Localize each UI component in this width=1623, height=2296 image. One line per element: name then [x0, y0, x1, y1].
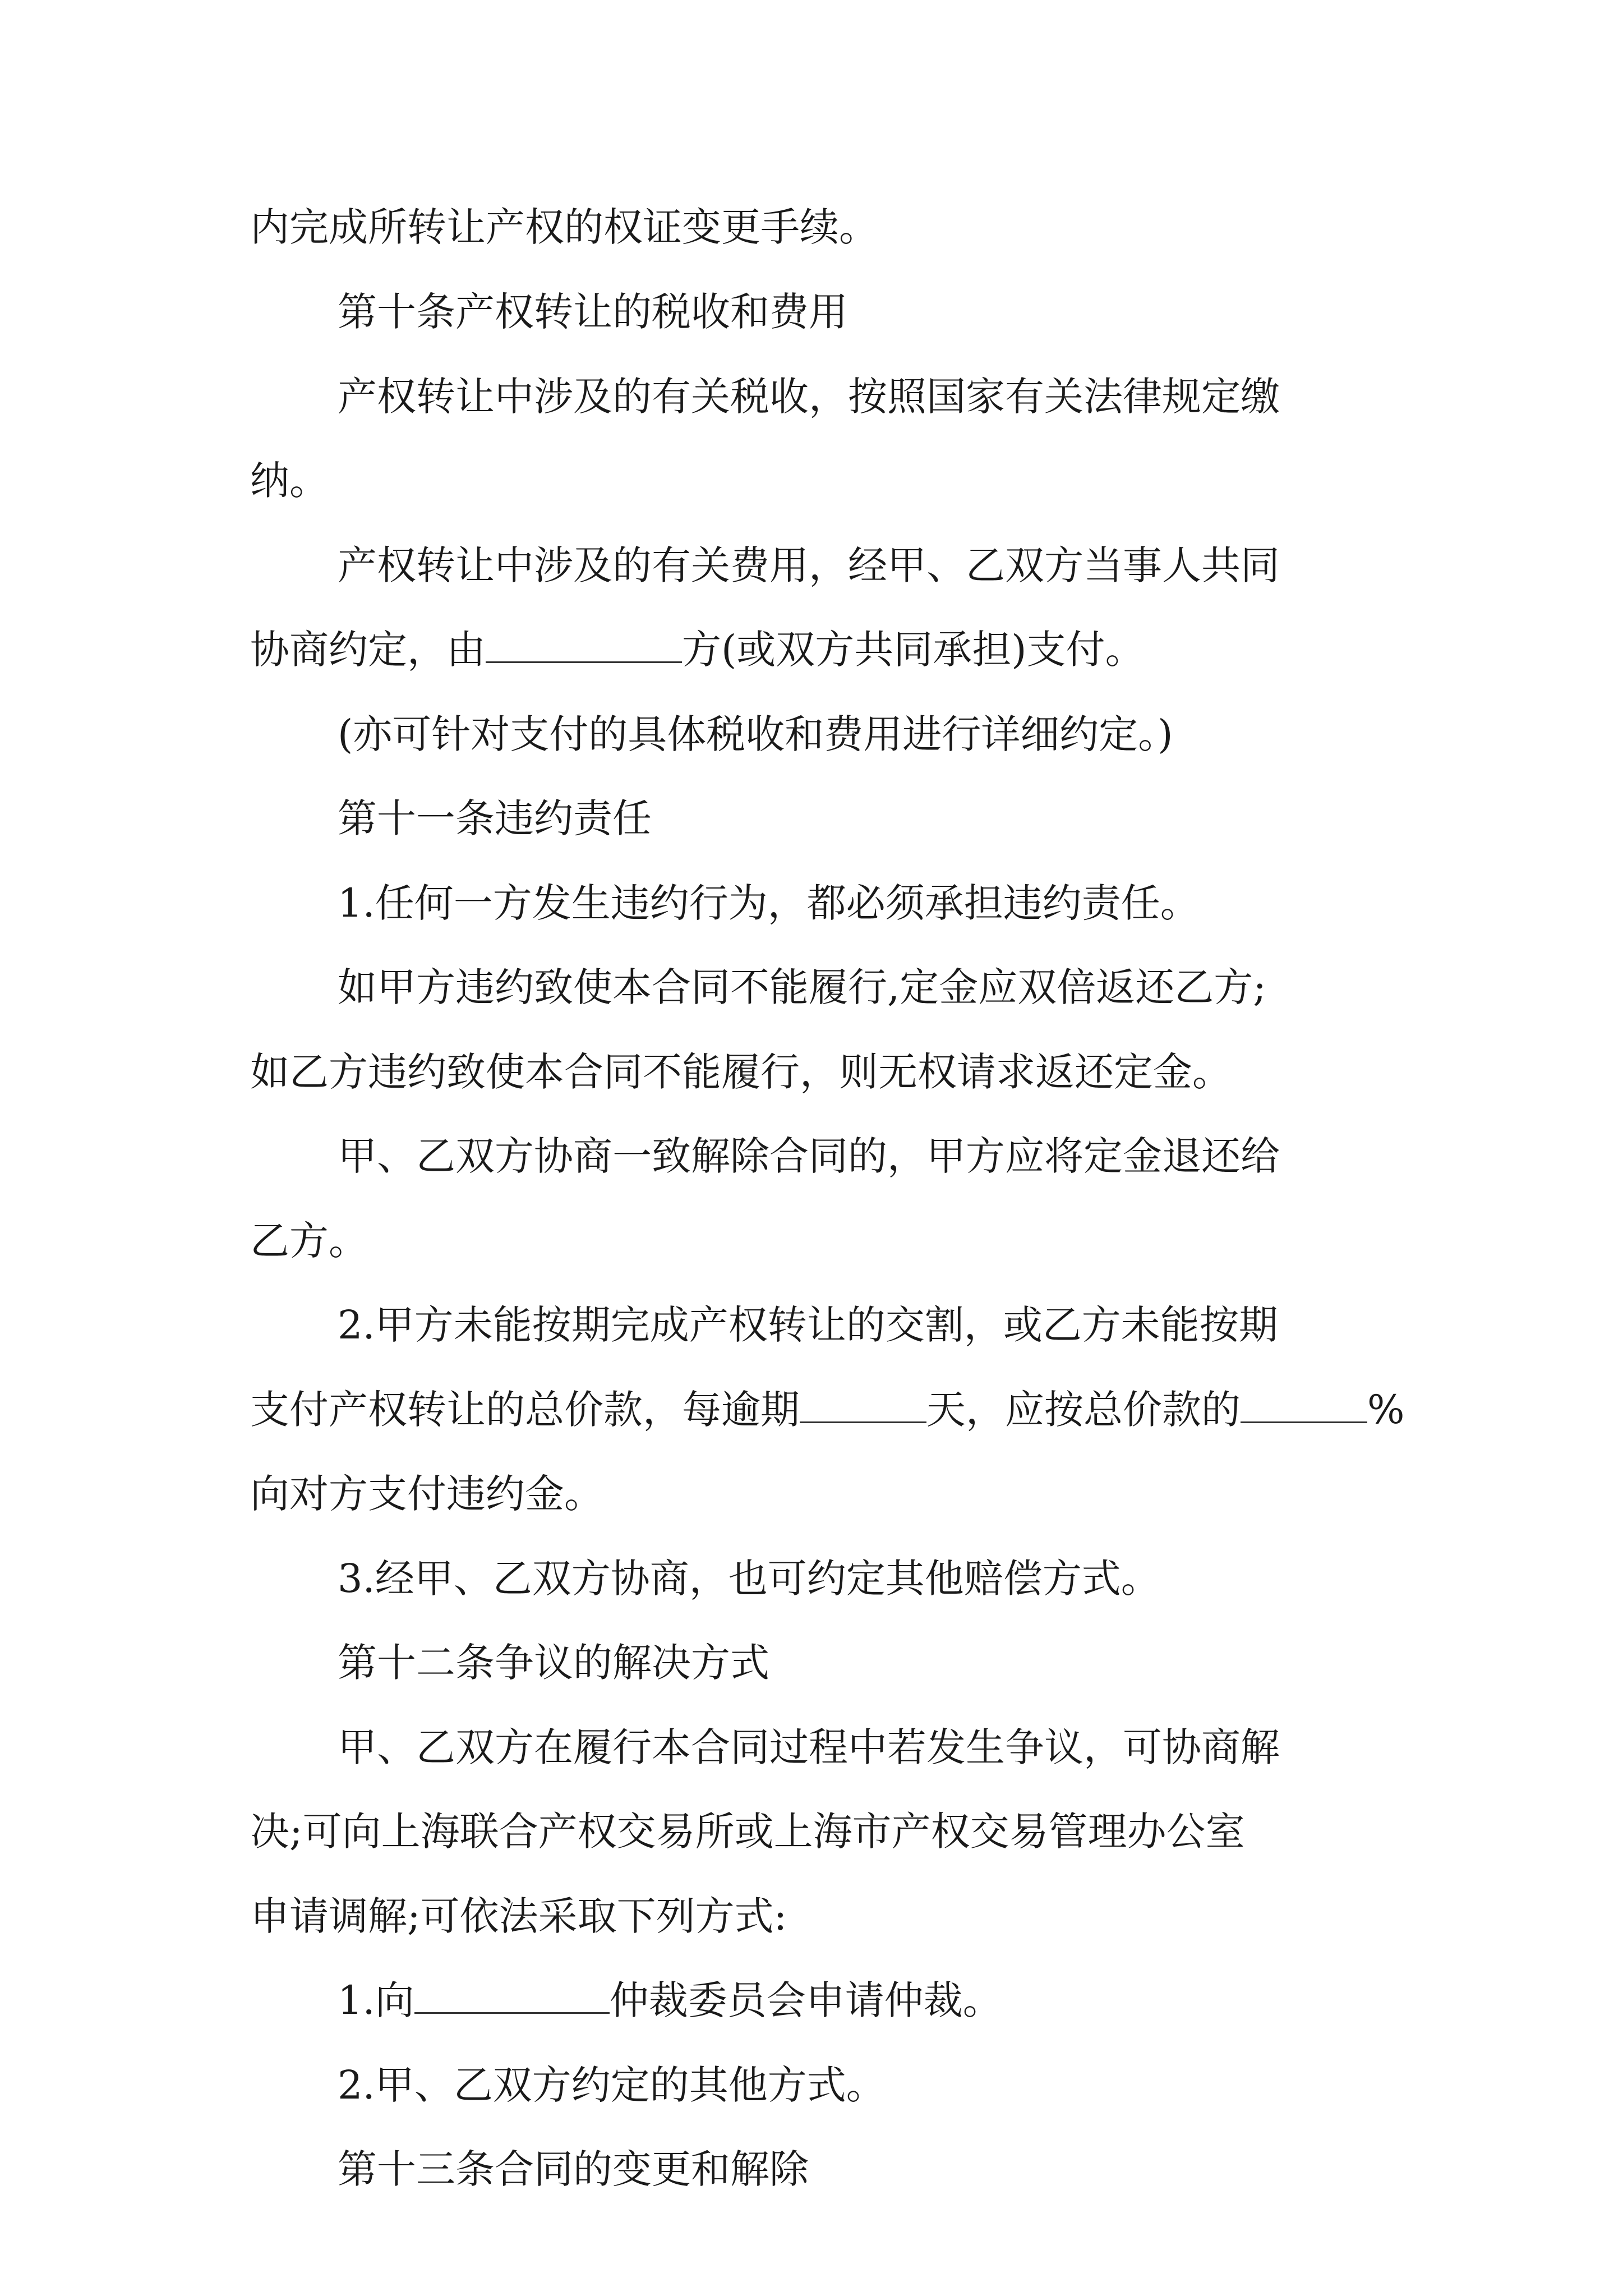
text-line: 向对方支付违约金。	[250, 1471, 603, 1517]
section-heading-article-10: 第十条产权转让的税收和费用	[338, 289, 848, 335]
section-heading-article-11: 第十一条违约责任	[338, 795, 652, 841]
text-line: 决;可向上海联合产权交易所或上海市产权交易管理办公室	[250, 1809, 1245, 1855]
fill-in-blank-party	[486, 629, 682, 663]
text-line: 产权转让中涉及的有关税收，按照国家有关法律规定缴	[338, 374, 1280, 420]
text-line: 内完成所转让产权的权证变更手续。	[250, 204, 878, 250]
text-fragment: 1.向	[338, 1977, 414, 2023]
text-fragment: 支付产权转让的总价款，每逾期	[250, 1387, 800, 1433]
text-fragment: 方(或双方共同承担)支付。	[682, 627, 1145, 673]
text-line: 2.甲、乙双方约定的其他方式。	[338, 2062, 886, 2108]
text-fragment: 仲裁委员会申请仲裁。	[609, 1977, 1002, 2023]
text-line: 如乙方违约致使本合同不能履行，则无权请求返还定金。	[250, 1049, 1232, 1095]
section-heading-article-13: 第十三条合同的变更和解除	[338, 2146, 809, 2192]
text-line-with-blank	[250, 622, 1145, 678]
text-line: 乙方。	[250, 1218, 368, 1264]
text-line: 甲、乙双方协商一致解除合同的，甲方应将定金退还给	[338, 1133, 1280, 1179]
text-line: (亦可针对支付的具体税收和费用进行详细约定。)	[338, 711, 1173, 757]
text-line: 甲、乙双方在履行本合同过程中若发生争议，可协商解	[338, 1724, 1280, 1770]
text-line: 申请调解;可依法采取下列方式:	[250, 1893, 787, 1939]
text-line: 如甲方违约致使本合同不能履行,定金应双倍返还乙方;	[338, 964, 1266, 1010]
text-line: 2.甲方未能按期完成产权转让的交割，或乙方未能按期	[338, 1302, 1278, 1348]
text-fragment: 天，应按总价款的	[926, 1387, 1241, 1433]
section-heading-article-12: 第十二条争议的解决方式	[338, 1640, 769, 1686]
text-line: 3.经甲、乙双方协商，也可约定其他赔偿方式。	[338, 1556, 1160, 1602]
text-line-with-blanks	[250, 1382, 1405, 1438]
text-line-with-blank	[338, 1972, 1002, 2028]
text-line: 产权转让中涉及的有关费用，经甲、乙双方当事人共同	[338, 542, 1280, 588]
text-fragment: 协商约定，由	[250, 627, 486, 673]
fill-in-blank-arbitration	[414, 1980, 610, 2014]
text-line: 1.任何一方发生违约行为，都必须承担违约责任。	[338, 880, 1200, 926]
fill-in-blank-days	[800, 1389, 926, 1423]
text-fragment: %	[1367, 1387, 1405, 1433]
fill-in-blank-percent	[1241, 1389, 1367, 1423]
text-line: 纳。	[250, 458, 329, 504]
